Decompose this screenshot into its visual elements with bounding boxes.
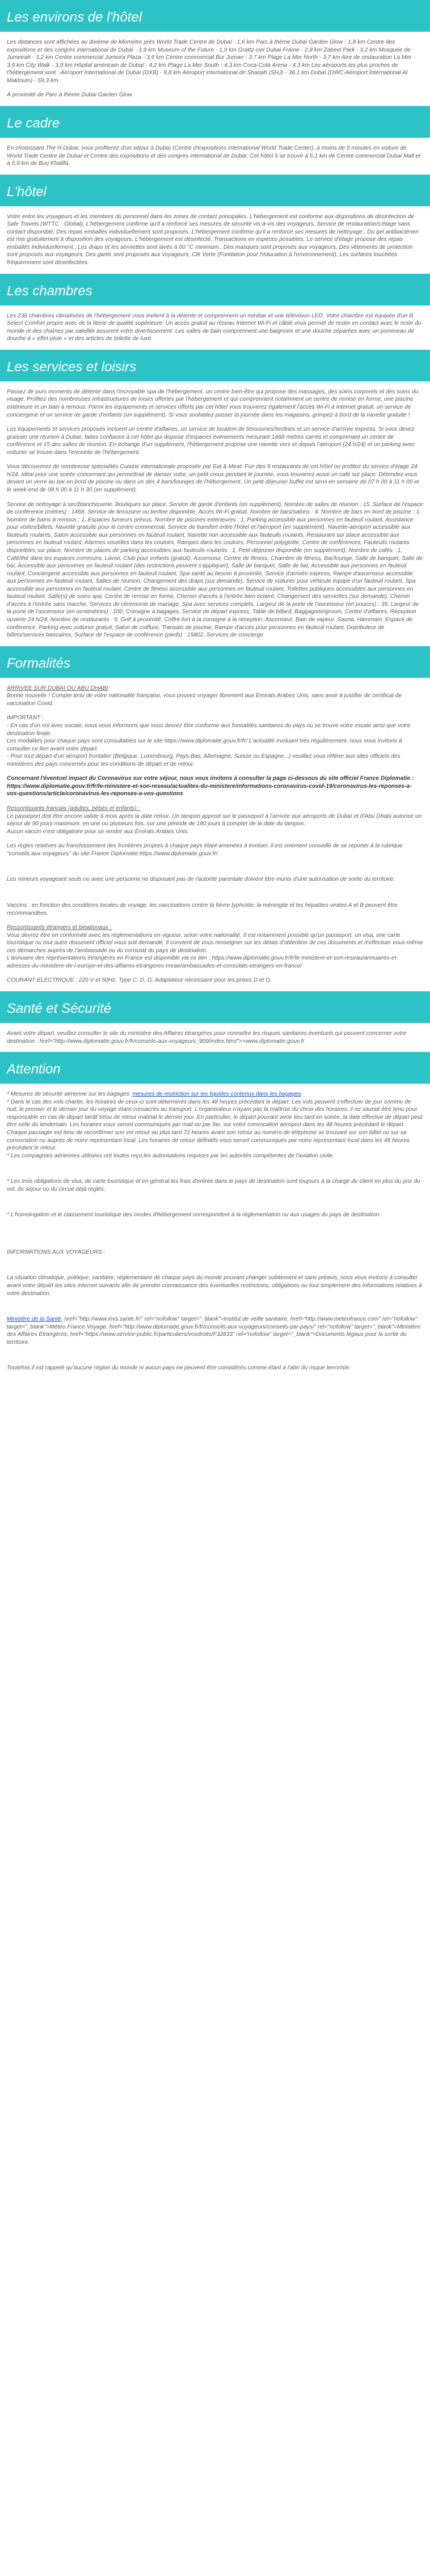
paragraph: Les modalités pour chaque pays sont consultables sur le site https://www.diplomatie.gouv.fr/fr/ L'actualité évoluant très régulièrement, nous vous invitons à consulter ce lien avant votre départ. bbox=[7, 738, 402, 752]
arrival-heading: ARRIVEE SUR DUBAI OU ABU DHABI bbox=[7, 685, 108, 691]
paragraph: À proximité de Parc à thème Dubai Garden Glow bbox=[7, 92, 132, 99]
section-content bbox=[0, 305, 430, 343]
paragraph: Les mineurs voyageant seuls ou avec une personne ne disposant pas de l'autorité parentale doivent être munis d'une autorisation de sortie du territoire. bbox=[7, 876, 395, 883]
paragraph: Le passeport doit être encore valide 6 mois après la date retour. Un tampon apposé sur le passeport à l'arrivée aux aéroports de Dubaï et d'Abu Dhabi autorise un séjour de 90 jours maximum, en une ou plusieurs fois, sur une période de 180 jours à compter de la date du tampon. bbox=[7, 813, 422, 827]
important-label: IMPORTANT : bbox=[7, 715, 44, 722]
electric-info: COURANT ELECTRIQUE : 220 V et 50Hz. Type C, D, G. Adaptateur nécessaire pour les prises D et G. bbox=[7, 977, 272, 984]
section-services bbox=[0, 350, 430, 639]
section-chambres bbox=[0, 274, 430, 343]
section-content bbox=[0, 381, 430, 639]
paragraph: Avant votre départ, veuillez consulter le site du ministère des Affaires étrangères pour connaître les risques sanitaires éventuels qui peuvent concerner votre destination : href="http://www.diplomatie.gouv.fr/fr/conseils-aux-voyageurs_909/index.html">>www.diplomatie.gouv.fr bbox=[7, 1030, 407, 1045]
paragraph: Les distances sont affichées au dixième de kilomètre près World Trade Centre de Dubaï - 1,6 km Parc à thème Dubai Garden Glow - 1,8 km Centre des expositions et des congrès international de Dubaï - 1,9 km Museum of the Future - 1,9 km Grattz-ciel Dubai Frame - 2,8 km Zabeel Park - 3,2 km Mosquée de Jumeirah - 3,2 km Centre commercial Jumeira Plaza - 3,6 km Centre commercial Bur Juman - 3,7 km Plage La Mer North - 3,7 km Aire de restauration La Mer - 3,9 km City Walk - 3,9 km Hôpital américain de Dubaï - 4,2 km Plage La Mer South - 4,3 km Coca-Cola Arena - 4,3 km Les aéroports les plus proches de l'hébergement sont : Aéroport International de Dubaï (DXB) - 9,8 km Aéroport international de Sharjah (SHJ) - 36,1 km Dubaï (DWC-Aéroport International Al Maktoum) - 59,3 km bbox=[7, 39, 415, 84]
section-title: Les services et loisirs bbox=[0, 350, 430, 381]
paragraph: Vous devrez être en conformité avec les réglementations en vigueur, selon votre nationalité. Il est notamment possible qu'un passeport, un visa, une carte touristique ou tout autre document officiel vous soit demandé. Il convient de vous renseigner sur les délais d'obtention de ces documents et d'effectuer vous-même ces démarches auprès de l'ambassade ou du consulat du pays de destination. bbox=[7, 932, 423, 954]
paragraph: Votre entre les voyageurs et les membres du personnel dans les zones de contact principales, L'hébergement est conforme aux dispositions de désinfection de Safe Travels (WTTC - Global), L'hébergement confirme qu'il a renforcé ses mesures de sécurité vis-à-vis des voyageurs, Service de restauration/s'étage sans contact disponible, Des repas emballés individuellement sont proposés, L'hébergement confirme qu'il a renforcé ses mesures de nettoyage., Du gel antibactérien est mis gratuitement à disposition des voyageurs, L'hébergement est désinfecté, Transactions en espèces possibles, Le service d'étage propose des repas emballés individuellement., Les draps et les serviettes sont lavés à 60 °C minimum., Des masques sont proposés aux voyageurs, Des vêtements de protection sont proposés aux voyageurs, Des gants sont proposés aux voyageurs, Clé Verte (Fondation pour l'éducation à l'environnement), Les surfaces touchées fréquemment sont désinfectées. bbox=[7, 213, 419, 266]
etrangers-heading: Ressortissants étrangers et binationaux : bbox=[7, 924, 112, 931]
section-formalites bbox=[0, 646, 430, 984]
section-sante bbox=[0, 991, 430, 1045]
paragraph: * Les trois obligations de visa, de carte touristique et en général les frais d'entrée dans le pays de destination sont toujours à la charge du client en plus du prix du vol, du séjour ou du circuit déjà réglés. bbox=[7, 1178, 420, 1192]
section-content bbox=[0, 1023, 430, 1045]
paragraph: * Les compagnies aériennes utilisées ont toutes reçu les autorisations requises par les autorités compétentes de l'aviation civile. bbox=[7, 1152, 335, 1159]
covid-notice: Concernant l'éventuel impact du Coronavirus sur votre séjour, nous vous invitons à consulter la page ci-dessous du site officiel France Diplomatie : https://www.diplomatie.gouv.fr/fr/le-ministere-et-son-reseau/actualites-du-ministere/informations-coronavirus-covid-19/coronavirus-les-reponses-a-vos-questions/article/coronavirus-les-reponses-a-vos-questions bbox=[7, 775, 414, 797]
section-cadre bbox=[0, 106, 430, 168]
paragraph: En choisissant The H Dubai, vous profiterez d'un séjour à Dubaï (Centre d'expositions international World Trade Center), à moins de 5 minutes en voiture de World Trade Centre de Dubaï et Centre des expositions et des congrès international de Dubaï. Cet hôtel 5 se trouve à 5,1 km de Centre commercial Dubai Mall et à 5,9 km de Burj Khalifa. bbox=[7, 145, 421, 167]
section-content bbox=[0, 32, 430, 99]
links-text: , href="http://www.invs.sante.fr/" rel="nofollow" target="_blank">Institut de veille sanitaire, href="http://www.meteofrance.com" rel="nofollow" target="_blank">Météo France Voyage, href="http://www.diplomatie.gouv.fr/fr/conseils-aux-voyageurs/conseils-par-pays/" rel="nofollow" target="_blank">Ministère des Affaires Étrangères, href="https://www.service-public.fr/particuliers/vosdroits/F32833" rel="nofollow" target="_blank">Documents légaux pour la sortie du territoire. bbox=[7, 1316, 421, 1346]
paragraph: Service de nettoyage à sec/blanchisserie, Boutiques sur place, Service de garde d'enfants (en supplément), Nombre de salles de réunion : 15, Surface de l'espace de conférence (mètres) : 1468, Service de limousine ou berline disponible, Accès Wi-Fi gratuit, Nombre de bars/salons : 4, Nombre de bars en bord de piscine : 1, Nombre de bains à remous : 1, Espaces fumeurs prévus, Nombre de piscines extérieures : 1, Parking accessible aux personnes en fauteuil roulant, Assistance pour visites/billets, Navette gratuite pour le centre commercial, Service de transfert entre l'hôtel et l'aéroport (en supplément), Navette-aéroport accessible aux fauteuils roulants, Salon accessible aux personnes en fauteuil roulant, Navette non accessible aux fauteuils roulants, Restaurant sur place accessible aux personnes en fauteuil roulant, Alarmes visuelles dans les couloirs, Rampes dans les couloirs, Personnel polyglotte, Centre de conférences, Fauteuils roulants disponibles sur place, Nombre de places de parking accessibles aux fauteuils roulants : 1, Petit-déjeuner disponible (en supplément), Nombre de cafés : 1, Café/thé dans les espaces communs, Lavoir, Club pour enfants (gratuit), Ascenseur, Centre de fitness, Chambre de fitness, Bar/lounge, Salle de banquet, Salle de bal, Accessible aux personnes en fauteuil roulant (des restrictions peuvent s'appliquer), Salle de banquet, Salle de bal, Accessible aux personnes en fauteuil roulant, Conciergerie accessible aux personnes en fauteuil roulant, Spa santé au besoin à proximité, Service d'arrivée express, Rampe d'ascenseur accessible aux personnes en fauteuil roulant, Salles de réunion, Changement des draps (sur demande), Service de voiturier pour véhicule équipé d'un fauteuil roulant, Spa accessible aux personnes en fauteuil roulant, Centre de fitness accessible aux personnes en fauteuil roulant, Toilettes publiques accessibles aux personnes en fauteuil roulant, Salle(s) de soins spa, Centre de remise en forme, Chemin d'accès à l'entrée bien éclairé, Changement des serviettes (sur demande), Chemin d'accès à l'entrée sans marche, Services de cérémonie de mariage, Spa avec services complets, Largeur de la porte de l'ascenseur (en pouces) : 39, Largeur de la porte de l'ascenseur (en centimètres) : 100, Consigne à bagages, Service de départ express, Table de billard, Baggagiste/groom, Centre d'affaires, Réception ouverte 24 h/24, Nombre de restaurants : 9, Golf à proximité, Coffre-fort à la consigne à la réception, Ascenseur, Bain de vapeur, Sauna, Hammam, Espace de conférence, Parking avec voiturier gratuit, Salon de coiffure, Transats de piscine, Rampe d'accès pour personnes en fauteuil roulant, Distributeur de billets/services bancaires, Surface de l'espace de conférence (pieds) : 15802, Services de concierge bbox=[7, 501, 423, 639]
paragraph: * Dans le cas des vols charter, les horaires de ceux-ci sont déterminés dans les 48 heures précédant le départ. Les vols peuvent s'effectuer de jour comme de nuit, le premier et le dernier jour du voyage étant consacrés au transport. L'organisateur n'ayant pas la maîtrise du choix des horaires, il ne saurait être tenu pour responsable en cas de départ tardif et/ou de retour matinal le dernier jour. En particulier, le départ pouvant avoir lieu tard en soirée, la date effective de départ peut être celle du lendemain. Les horaires vous seront communiqués par mail ou par fax, sur votre convocation aéroport dans les 48 heures précédant le départ. Chaque passager est tenu de reconfirmer son vol retour au plus tard 72 heures avant son retour au numéro de téléphone se trouvant sur son billet ou sur sa convocation ou auprès de notre représentant local. Les horaires de retour définitifs vous seront communiqués par notre représentant local dans les 48 heures précédant le retour. bbox=[7, 1098, 423, 1152]
paragraph: Aucun vaccin n'est obligatoire pour se rendre aux Émirats Arabes Unis. bbox=[7, 828, 189, 835]
section-title: Formalités bbox=[0, 646, 430, 678]
section-content bbox=[0, 138, 430, 168]
paragraph: Passez de purs moments de détente dans l'incroyable spa de l'hébergement, un centre bien-être qui propose des massages, des soins corporels et des soins du visage. Profitez des nombreuses infrastructures de loisirs offertes par l'hébergement et qui comprennent notamment un centre de remise en forme, une piscine extérieure et un bain à remous. Parmi les équipements et services offerts par cet hôtel vous trouverez également l'accès Wi-Fi à Internet gratuit, un service de conciergerie et un service de garde d'enfants (un supplément). Si vous souhaitez passer la journée dans les magasins, grimpez à bord de la navette gratuite ! bbox=[7, 388, 419, 418]
paragraph: L'annuaire des représentations étrangères en France est disponible via ce lien : https://www.diplomatie.gouv.fr/fr/le-ministere-et-son-reseau/annuaires-et-adresses-du-ministere-de-l-europe-et-des-affaires-etrangeres-meae/ambassades-et-consulats-etrangers-en-france/ bbox=[7, 955, 398, 969]
paragraph: Les équipements et services proposés incluent un centre d'affaires, un service de location de limousines/berlines et un service d'arrivée express. Si vous devez graisser une réunion à Dubaï, faites confiance à cet hôtel qui dispose d'espaces événements mesurant 1468 mètres carrés et comprenant un centre de conférence et 15 des salles de réunion. En échange d'un supplément, l'hébergement propose une navette vers et depuis l'aéroport (24 h/24) et un parking avec voiturier se trouve dans l'enceinte de l'hébergement. bbox=[7, 426, 415, 456]
ressortissants-heading: Ressortissants français (adultes, bébés et enfants) : bbox=[7, 805, 140, 812]
section-title: L'hôtel bbox=[0, 175, 430, 206]
paragraph: Vaccins : en fonction des conditions locales de voyage, les vaccinations contre la fièvre typhoïde, la méningite et les hépatites virales A et B peuvent être recommandées. bbox=[7, 902, 398, 916]
paragraph: Les 236 chambres climatisées de l'hébergement vous invitent à la détente et comprennent un minibar et une télévision LED. Votre chambre est équipée d'un lit Select Comfort propre avec de la literie de qualité supérieure. Un accès gratuit au réseau Internet Wi-Fi et câblé vous permet de rester en contact avec le reste du monde et des chaînes par satellite assurent votre divertissement. Les salles de bain comprennent une baignoire et une douche séparées avec un pommeau de douche à « effet pluie » et des articles de toilette de luxe. bbox=[7, 312, 421, 342]
paragraph: La situation climatique, politique, sanitaire, réglementaire de chaque pays du monde pouvant changer subitement et sans préavis, nous vous invitons à consulter avant votre départ les sites Internet suivants afin de prendre connaissance des éventuelles restrictions, obligations ou tout simplement des informations relatives à votre destination. bbox=[7, 1275, 422, 1297]
section-title: Santé et Sécurité bbox=[0, 991, 430, 1023]
section-environs bbox=[0, 0, 430, 99]
info-heading: INFORMATIONS AUX VOYAGEURS : bbox=[7, 1249, 106, 1255]
paragraph: - En cas d'un vol avec escale, nous vous informons que vous devrez être conforme aux formalités sanitaires du pays où se trouve votre escale ainsi que votre destination finale. bbox=[7, 722, 411, 737]
paragraph: - Pour tout départ d'un aéroport frontalier (Belgique, Luxembourg, Pays-Bas, Allemagne, Suisse ou Espagne...) veuillez vous référer aux sites officiels des ministères des pays concernés pour les conditions de départ et de retour. bbox=[7, 753, 401, 767]
section-content bbox=[0, 206, 430, 267]
paragraph: * L'homologation et le classement touristique des modes d'hébergement correspondent à la réglementation ou aux usages du pays de destination. bbox=[7, 1212, 381, 1219]
section-content bbox=[0, 678, 430, 984]
paragraph: Vous découvrirez de nombreuse spécialités Cuisine internationale proposée par Eat & Meat. Fun des 9 restaurants de cet hôtel ou profitez du service d'étage 24 h/24. Idéal pour une soirée concernant qui permettrait de danser votre, un petit creux pendant le journée, vous trouverez aussi un café sur place. Détendez-vous devant un verre au bar en bord de piscine ou dans un des 4 bars/lounges de l'hébergement. Un petit déjeuner buffet est servi en semaine de 07 h 00 à 11 h 00 et le week-end de 08 h 00 à 11 h 30 (en supplément). bbox=[7, 464, 419, 493]
paragraph: Bonne nouvelle ! Compte tenu de votre nationalité française, vous pouvez voyager librement aux Émirats Arabes Unis, sans avoir à justifier de certificat de vaccination Covid. bbox=[7, 693, 402, 707]
section-title: Le cadre bbox=[0, 106, 430, 138]
ministere-sante-link[interactable]: Ministère de la Santé bbox=[7, 1316, 61, 1323]
paragraph: Les règles relatives au franchissement des frontières propres à chaque pays étant amenées à évoluer, il est vivement conseillé de se reporter à la rubrique "conseils aux voyageurs" du site France Diplomatie:https://www.diplomatie.gouv.fr/. bbox=[7, 843, 403, 857]
paragraph: Toutefois il est rappelé qu'aucune région du monde ni aucun pays ne peuvent être considérés comme étant à l'abri du risque terroriste. bbox=[7, 1365, 351, 1372]
section-attention bbox=[0, 1052, 430, 1372]
section-title: Les environs de l'hôtel bbox=[0, 0, 430, 32]
liquids-restriction-link[interactable]: mesures de restriction sur les liquides contenus dans les bagages bbox=[132, 1091, 301, 1098]
section-title: Attention bbox=[0, 1052, 430, 1084]
section-content bbox=[0, 1084, 430, 1372]
paragraph: * Mesures de sécurité aérienne sur les bagages: bbox=[7, 1091, 133, 1098]
section-title: Les chambres bbox=[0, 274, 430, 305]
section-hotel bbox=[0, 175, 430, 267]
